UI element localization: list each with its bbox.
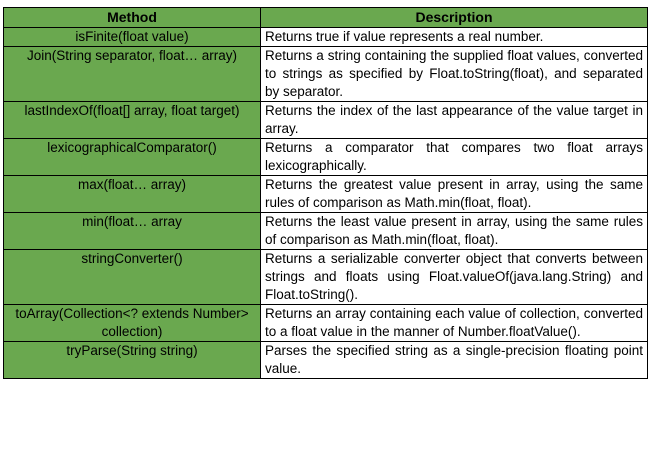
table-header-row	[4, 8, 648, 28]
description-cell: Returns the least value present in array, using the same rules of comparison as Math.min(float, float).	[261, 213, 648, 250]
table-row	[4, 305, 648, 342]
table-row	[4, 342, 648, 379]
table-row	[4, 102, 648, 139]
table-row	[4, 47, 648, 102]
description-cell: Returns an array containing each value of collection, converted to a float value in the manner of Number.floatValue().	[261, 305, 648, 342]
method-cell: Join(String separator, float… array)	[4, 47, 261, 102]
column-header-method: Method	[4, 8, 261, 28]
table-row	[4, 213, 648, 250]
method-cell: isFinite(float value)	[4, 28, 261, 47]
method-cell: lexicographicalComparator()	[4, 139, 261, 176]
column-header-description: Description	[261, 8, 648, 28]
methods-table	[3, 7, 648, 379]
method-cell: min(float… array	[4, 213, 261, 250]
description-cell: Parses the specified string as a single-precision floating point value.	[261, 342, 648, 379]
method-cell: stringConverter()	[4, 250, 261, 305]
method-cell: lastIndexOf(float[] array, float target)	[4, 102, 261, 139]
table-row	[4, 176, 648, 213]
description-cell: Returns the index of the last appearance of the value target in array.	[261, 102, 648, 139]
description-cell: Returns a string containing the supplied float values, converted to strings as specified by Float.toString(float), and separated by separator.	[261, 47, 648, 102]
method-cell: toArray(Collection<? extends Number> collection)	[4, 305, 261, 342]
description-cell: Returns a serializable converter object that converts between strings and floats using Float.valueOf(java.lang.String) and Float.toString().	[261, 250, 648, 305]
table-row	[4, 28, 648, 47]
method-cell: max(float… array)	[4, 176, 261, 213]
method-cell: tryParse(String string)	[4, 342, 261, 379]
description-cell: Returns true if value represents a real number.	[261, 28, 648, 47]
table-row	[4, 250, 648, 305]
description-cell: Returns the greatest value present in array, using the same rules of comparison as Math.min(float, float).	[261, 176, 648, 213]
description-cell: Returns a comparator that compares two float arrays lexicographically.	[261, 139, 648, 176]
table-row	[4, 139, 648, 176]
